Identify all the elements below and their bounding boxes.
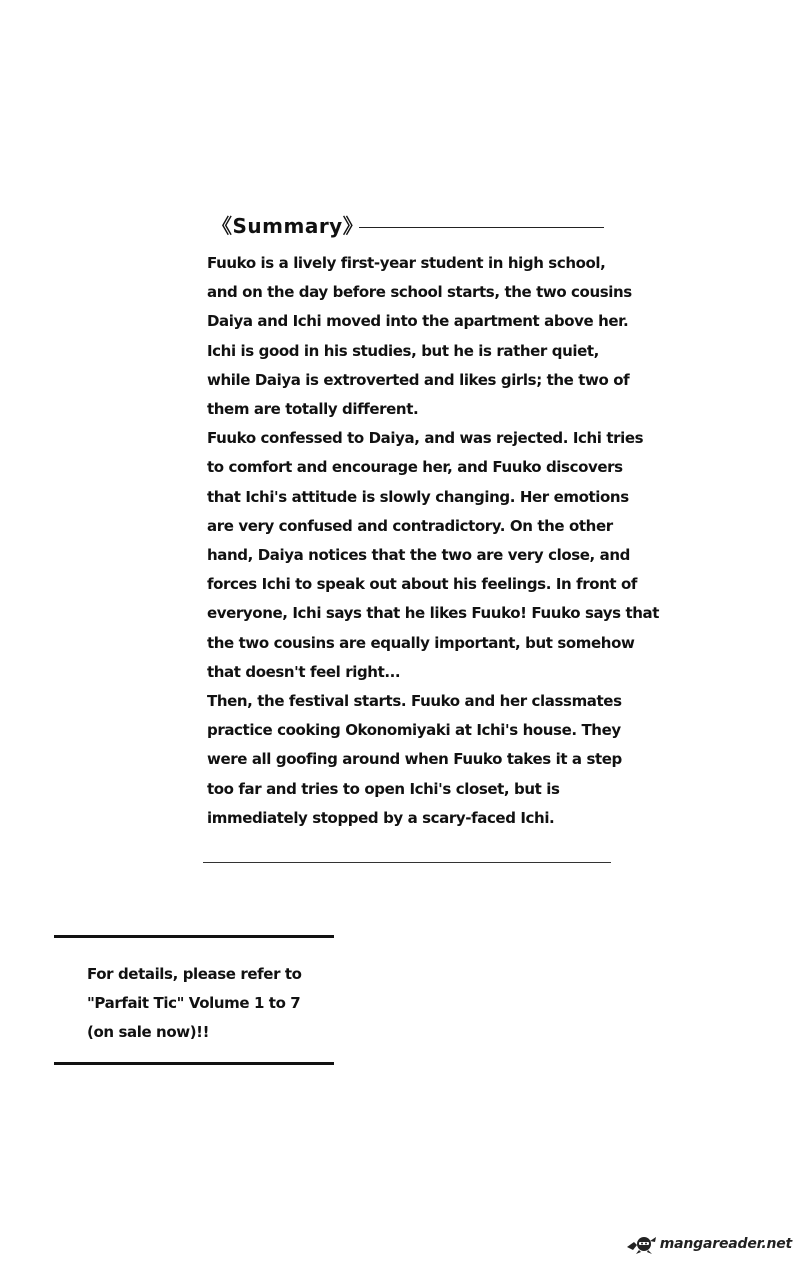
details-note (87, 960, 337, 1047)
summary-line: that Ichi's attitude is slowly changing. Her emotions (207, 487, 629, 506)
summary-line: forces Ichi to speak out about his feelings. In front of (207, 575, 638, 594)
summary-line: Ichi is good in his studies, but he is rather quiet, (207, 341, 599, 360)
summary-line: to comfort and encourage her, and Fuuko discovers (207, 458, 623, 477)
summary-line: too far and tries to open Ichi's closet, but is (207, 779, 560, 798)
summary-line: that doesn't feel right... (207, 662, 401, 681)
summary-line: Daiya and Ichi moved into the apartment above her. (207, 312, 629, 331)
details-line: For details, please refer to (87, 965, 302, 983)
summary-line: were all goofing around when Fuuko takes it a step (207, 750, 622, 769)
summary-header (212, 213, 604, 243)
details-top-rule (54, 935, 334, 938)
details-line: (on sale now)!! (87, 1023, 210, 1041)
summary-line: hand, Daiya notices that the two are very close, and (207, 546, 631, 565)
summary-line: while Daiya is extroverted and likes girls; the two of (207, 370, 630, 389)
summary-line: practice cooking Okonomiyaki at Ichi's house. They (207, 721, 621, 740)
summary-line: Fuuko is a lively first-year student in high school, (207, 254, 606, 272)
ninja-mascot-icon (625, 1233, 657, 1255)
summary-line: them are totally different. (207, 400, 419, 419)
summary-line: and on the day before school starts, the two cousins (207, 283, 632, 302)
details-bottom-rule (54, 1062, 334, 1065)
watermark (625, 1233, 792, 1255)
summary-line: Then, the festival starts. Fuuko and her classmates (207, 692, 622, 711)
summary-heading: 《Summary》 (212, 214, 364, 238)
summary-line: are very confused and contradictory. On the other (207, 516, 613, 535)
summary-bottom-rule (203, 862, 611, 863)
summary-line: everyone, Ichi says that he likes Fuuko! Fuuko says that (207, 604, 660, 623)
summary-line: Fuuko confessed to Daiya, and was rejected. Ichi tries (207, 429, 644, 448)
summary-body (207, 249, 660, 833)
summary-line: immediately stopped by a scary-faced Ichi. (207, 808, 555, 827)
summary-line: the two cousins are equally important, but somehow (207, 633, 635, 652)
heading-rule (359, 227, 604, 228)
details-line: "Parfait Tic" Volume 1 to 7 (87, 994, 301, 1012)
watermark-text: mangareader.net (659, 1236, 792, 1252)
